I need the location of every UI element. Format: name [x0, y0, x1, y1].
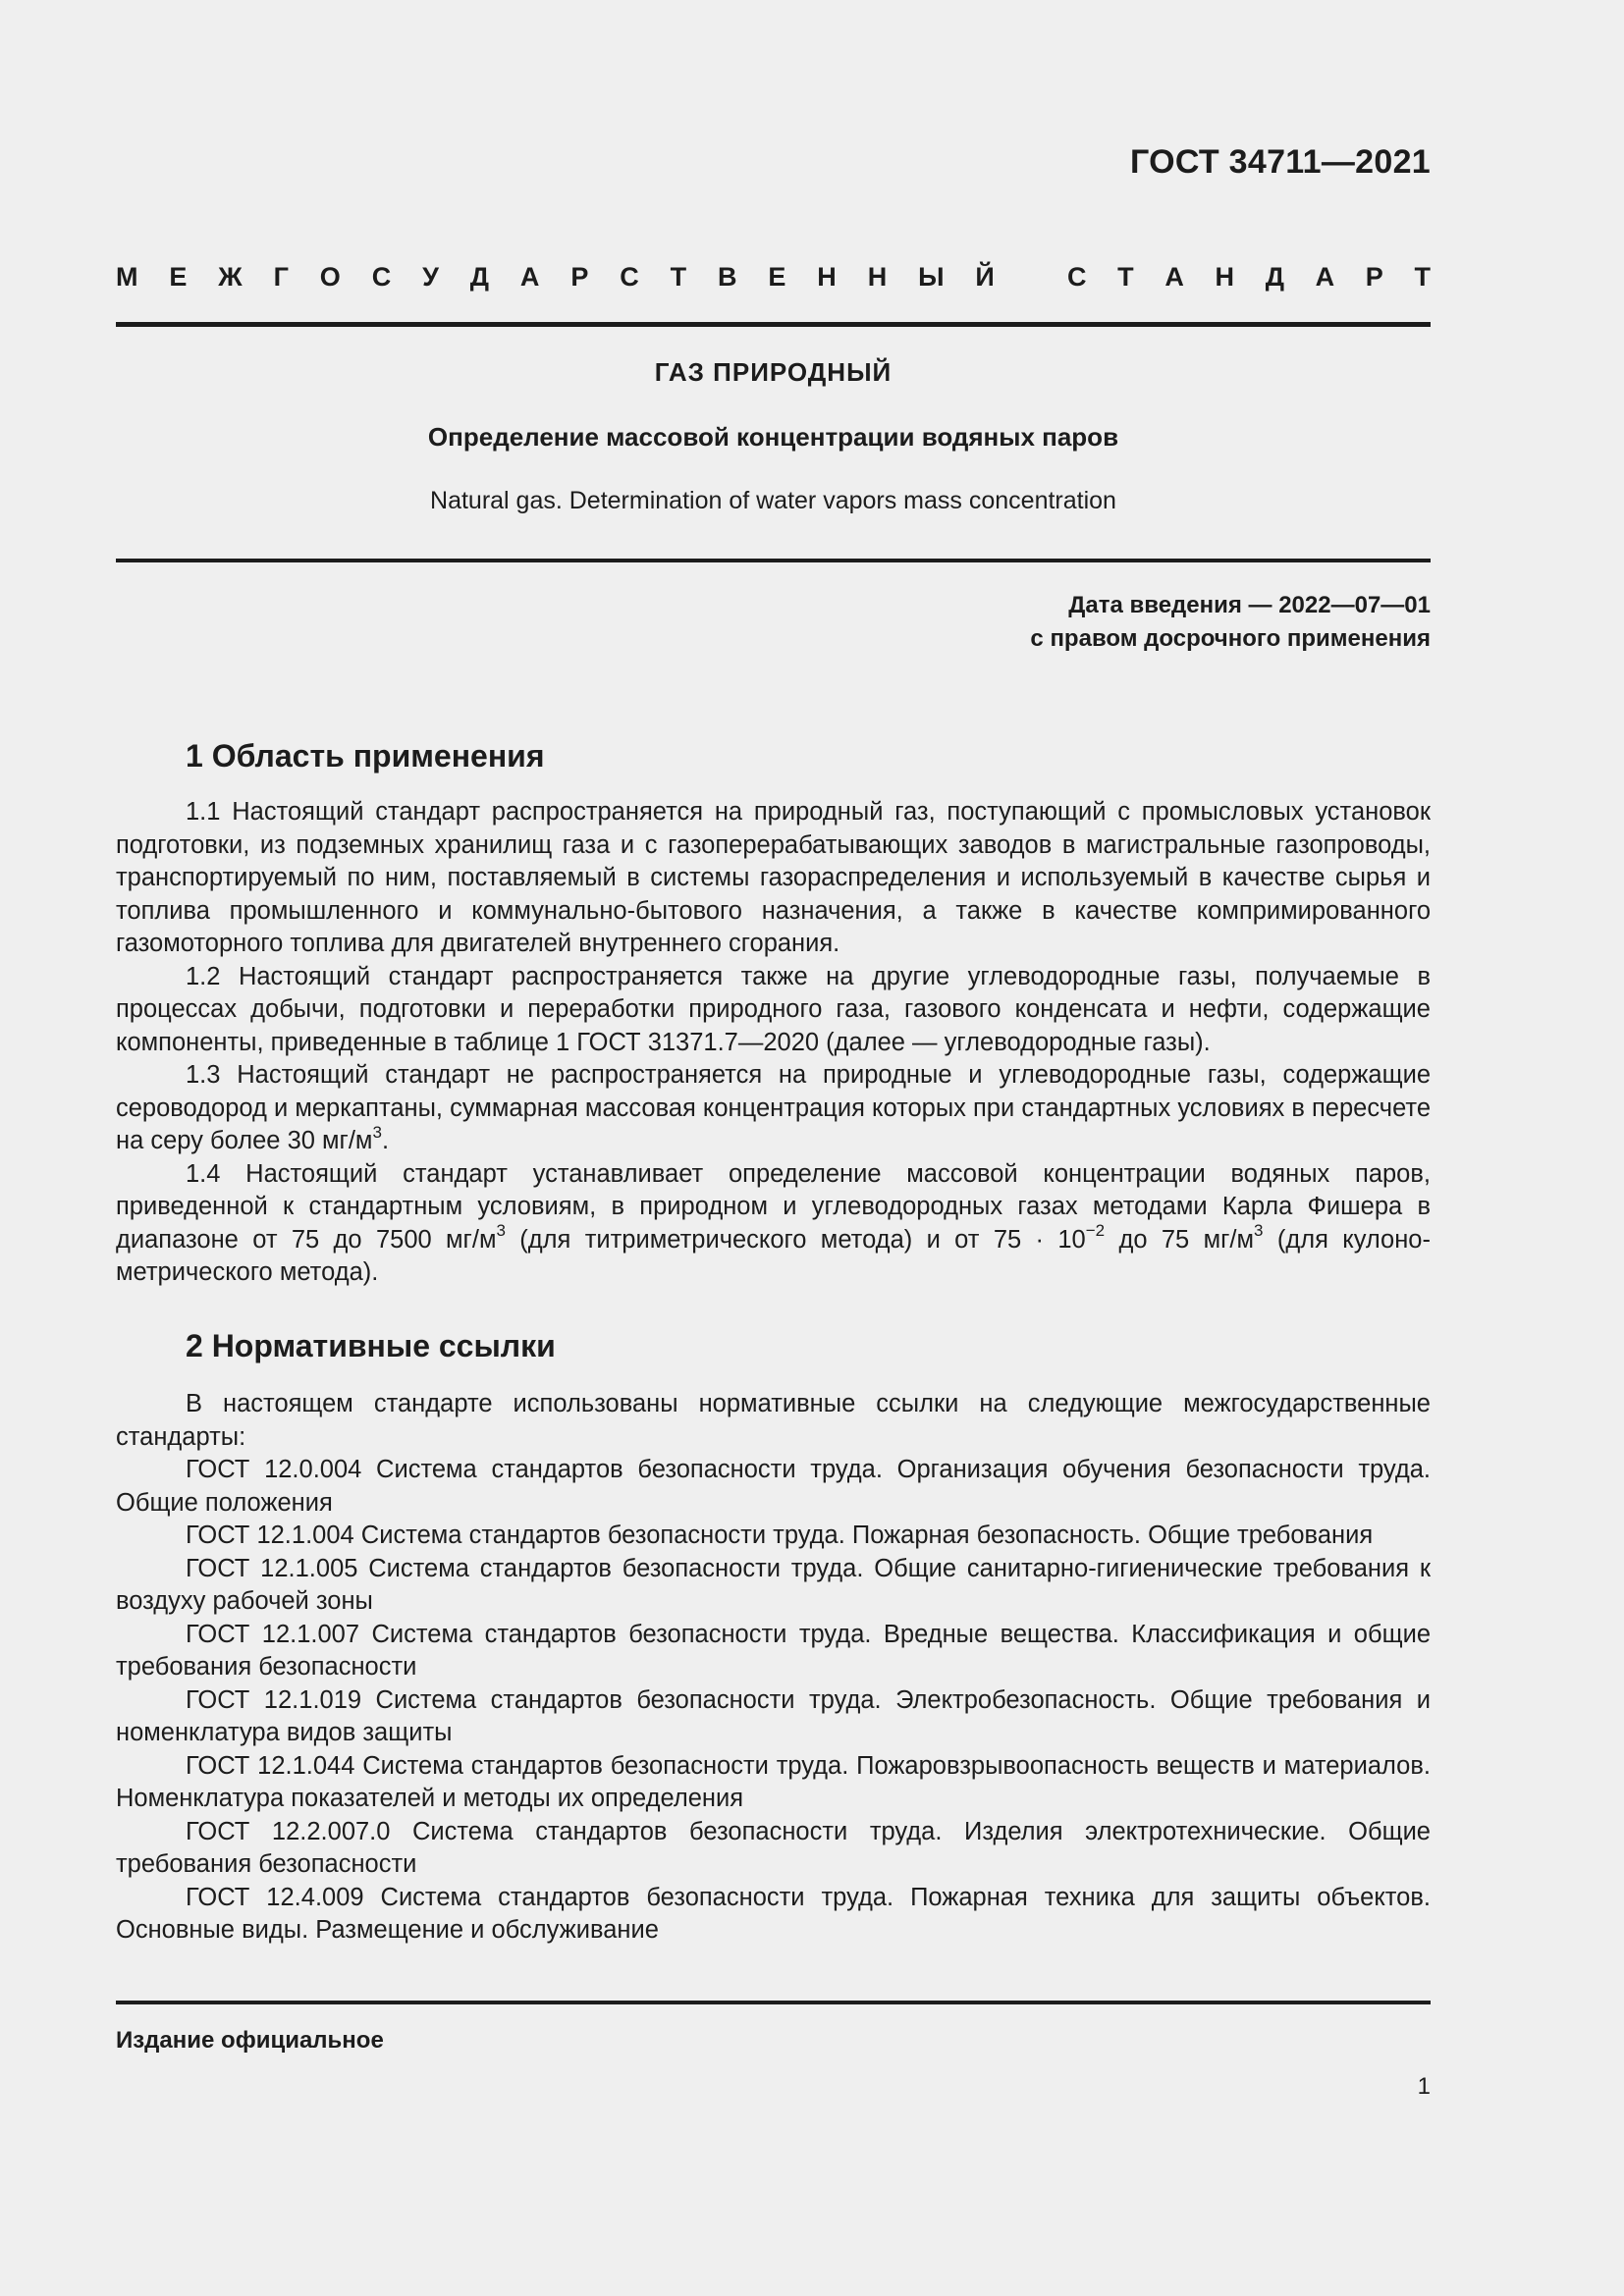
- banner-letter: Й: [975, 262, 995, 292]
- banner-letter: Р: [570, 262, 589, 292]
- banner-word-interstate: [116, 262, 995, 293]
- section-1-body: [116, 796, 1431, 1290]
- banner-letter: Е: [169, 262, 188, 292]
- clause-text: (для титриметрического метода) и от 75 · 10: [505, 1225, 1086, 1254]
- section-2-body: [116, 1388, 1431, 1948]
- banner-letter: В: [718, 262, 737, 292]
- banner-letter: Г: [273, 262, 289, 292]
- banner-letter: Н: [1215, 262, 1235, 292]
- superscript: 3: [1254, 1221, 1264, 1240]
- banner-letter: А: [1315, 262, 1335, 292]
- banner-letter: Т: [1117, 262, 1134, 292]
- reference-item: ГОСТ 12.0.004 Система стандартов безопасности труда. Организация обучения безопасности труда. Общие положения: [116, 1456, 1431, 1517]
- introduction-date-block: [1030, 589, 1431, 656]
- clause-text: 1.3 Настоящий стандарт не распространяется на природные и углеводородные газы, содержащие сероводород и меркаптаны, суммарная массовая концентрация которых при стандартных условиях в пересчете на серу более 30 мг/м: [116, 1061, 1431, 1154]
- banner-letter: Д: [469, 262, 490, 292]
- section-2-heading: 2 Нормативные ссылки: [186, 1328, 556, 1363]
- banner-letter: А: [1164, 262, 1184, 292]
- header-divider: [116, 322, 1431, 327]
- banner-letter: С: [620, 262, 639, 292]
- early-application-note: с правом досрочного применения: [1030, 625, 1431, 652]
- clause-text: (для кулонометрического метода).: [116, 1225, 1431, 1286]
- reference-item: ГОСТ 12.1.044 Система стандартов безопасности труда. Пожаровзрывоопасность веществ и материалов. Номенклатура показателей и методы их определения: [116, 1751, 1431, 1812]
- banner-letter: Н: [867, 262, 888, 292]
- banner-letter: Д: [1265, 262, 1284, 292]
- banner-letter: Т: [670, 262, 687, 292]
- clause-1-4: [116, 1158, 1431, 1290]
- document-page: [116, 0, 1431, 2296]
- references-intro: В настоящем стандарте использованы нормативные ссылки на следующие межгосударственные стандарты:: [116, 1390, 1431, 1451]
- banner-word-standard: [1067, 262, 1431, 293]
- reference-item: ГОСТ 12.1.005 Система стандартов безопасности труда. Общие санитарно-гигиенические требования к воздуху рабочей зоны: [116, 1554, 1431, 1615]
- reference-item: ГОСТ 12.1.019 Система стандартов безопасности труда. Электробезопасность. Общие требования и номенклатура видов защиты: [116, 1685, 1431, 1746]
- banner-letter: С: [371, 262, 392, 292]
- page-number: 1: [1417, 2073, 1431, 2100]
- banner-letter: Р: [1365, 262, 1383, 292]
- document-subtitle: Определение массовой концентрации водяных паров: [427, 422, 1119, 452]
- banner-letter: Ж: [218, 262, 243, 292]
- superscript: −2: [1085, 1221, 1106, 1240]
- clause-text: .: [381, 1127, 390, 1154]
- banner-letter: А: [519, 262, 540, 292]
- interstate-standard-banner: [116, 262, 1431, 293]
- reference-item: ГОСТ 12.1.007 Система стандартов безопасности труда. Вредные вещества. Классификация и общие требования безопасности: [116, 1620, 1431, 1681]
- banner-letter: Ы: [918, 262, 945, 292]
- document-code: ГОСТ 34711—2021: [1129, 143, 1431, 181]
- document-title-english: Natural gas. Determination of water vapors mass concentration: [430, 487, 1116, 514]
- banner-letter: С: [1067, 262, 1087, 292]
- banner-letter: Н: [817, 262, 837, 292]
- superscript: 3: [496, 1221, 506, 1240]
- clause-1-3: [116, 1059, 1431, 1158]
- document-title: ГАЗ ПРИРОДНЫЙ: [654, 357, 893, 387]
- banner-letter: М: [116, 262, 138, 292]
- banner-letter: Е: [768, 262, 786, 292]
- banner-letter: О: [319, 262, 341, 292]
- reference-item: ГОСТ 12.1.004 Система стандартов безопасности труда. Пожарная безопасность. Общие требования: [186, 1522, 1374, 1549]
- section-1-heading: 1 Область применения: [186, 738, 545, 774]
- clause-text: до 75 мг/м: [1105, 1225, 1255, 1254]
- reference-item: ГОСТ 12.2.007.0 Система стандартов безопасности труда. Изделия электротехнические. Общие требования безопасности: [116, 1817, 1431, 1878]
- official-edition-label: Издание официальное: [116, 2027, 384, 2054]
- clause-1-1: 1.1 Настоящий стандарт распространяется на природный газ, поступающий с промысловых установок подготовки, из подземных хранилищ газа и с газоперерабатывающих заводов в магистральные газопроводы, транспортируемый по ним, поставляемый в системы газораспределения и используемый в качестве сырья и топлива промышленного и коммунально-бытового назначения, а также в качестве компримированного газомоторного топлива для двигателей внутреннего сгорания.: [116, 798, 1431, 957]
- superscript: 3: [372, 1122, 382, 1142]
- footer-divider: [116, 2001, 1431, 2004]
- banner-letter: У: [422, 262, 439, 292]
- reference-item: ГОСТ 12.4.009 Система стандартов безопасности труда. Пожарная техника для защиты объектов. Основные виды. Размещение и обслуживание: [116, 1883, 1431, 1944]
- clause-1-2: 1.2 Настоящий стандарт распространяется также на другие углеводородные газы, получаемые в процессах добычи, подготовки и переработки природного газа, газового конденсата и нефти, содержащие компоненты, приведенные в таблице 1 ГОСТ 31371.7—2020 (далее — углеводородные газы).: [116, 962, 1431, 1056]
- clause-text: 1.4 Настоящий стандарт устанавливает определение массовой концентрации водяных паров, приведенной к стандартным условиям, в природном и углеводородных газах методами Карла Фишера в диапазоне от 75 до 7500 мг/м: [116, 1159, 1431, 1254]
- banner-letter: Т: [1414, 262, 1431, 292]
- introduction-date: Дата введения — 2022—07—01: [1068, 592, 1431, 618]
- title-divider: [116, 559, 1431, 562]
